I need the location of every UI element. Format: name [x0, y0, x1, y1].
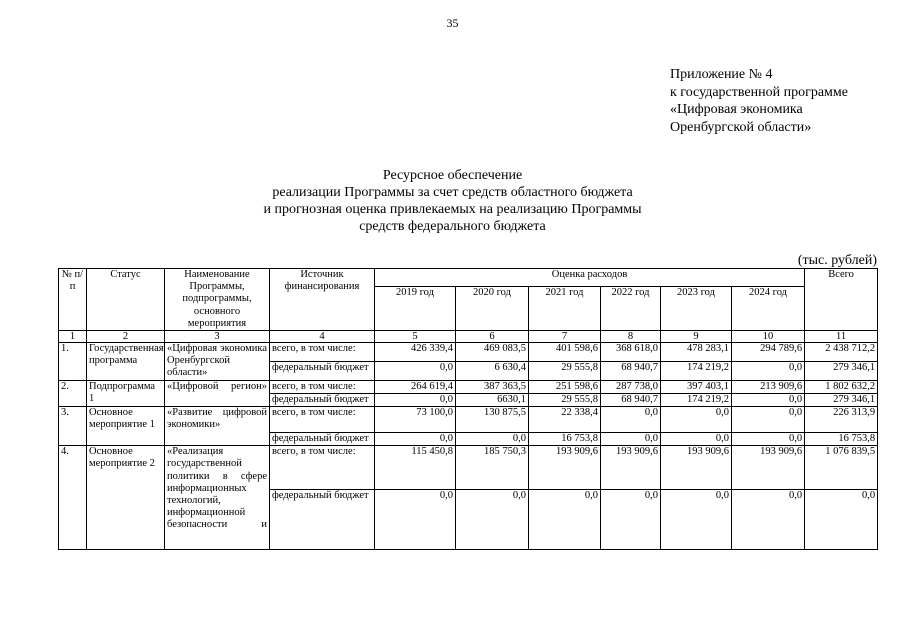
value-cell: 193 909,6 [661, 446, 732, 490]
row-status: Основное мероприятие 2 [87, 446, 165, 550]
appendix-note [670, 66, 848, 136]
row-source: всего, в том числе: [270, 343, 375, 362]
header-year: 2019 год [375, 287, 456, 331]
header-num: № п/п [59, 269, 87, 331]
header-status: Статус [87, 269, 165, 331]
value-cell: 397 403,1 [661, 380, 732, 393]
title-line: реализации Программы за счет средств областного бюджета [272, 185, 633, 200]
value-cell: 0,0 [529, 490, 601, 550]
appendix-line: Приложение № 4 [670, 67, 773, 82]
column-number: 3 [165, 331, 270, 343]
value-cell: 0,0 [375, 361, 456, 380]
table-row [59, 380, 878, 393]
value-cell: 130 875,5 [456, 407, 529, 433]
column-number: 1 [59, 331, 87, 343]
value-cell: 0,0 [732, 361, 805, 380]
total-cell: 2 438 712,2 [805, 343, 878, 362]
total-cell: 279 346,1 [805, 393, 878, 406]
value-cell: 287 738,0 [601, 380, 661, 393]
value-cell: 0,0 [661, 433, 732, 446]
value-cell: 185 750,3 [456, 446, 529, 490]
row-name: «Развитие цифровой экономики» [165, 407, 270, 446]
value-cell: 469 083,5 [456, 343, 529, 362]
budget-table [58, 268, 878, 550]
column-number: 6 [456, 331, 529, 343]
value-cell: 193 909,6 [732, 446, 805, 490]
value-cell: 401 598,6 [529, 343, 601, 362]
appendix-line: Оренбургской области» [670, 119, 812, 135]
row-status: Основное мероприятие 1 [87, 407, 165, 446]
value-cell: 6 630,4 [456, 361, 529, 380]
page-number: 35 [446, 16, 459, 30]
column-number: 8 [601, 331, 661, 343]
row-num: 3. [59, 407, 87, 446]
row-source: всего, в том числе: [270, 407, 375, 433]
total-cell: 16 753,8 [805, 433, 878, 446]
header-name: Наименование Программы, подпрограммы, основного мероприятия [165, 269, 270, 331]
column-number: 9 [661, 331, 732, 343]
column-number: 11 [805, 331, 878, 343]
header-year: 2023 год [661, 287, 732, 331]
table-row [59, 446, 878, 490]
value-cell: 0,0 [456, 490, 529, 550]
value-cell: 29 555,8 [529, 361, 601, 380]
value-cell: 16 753,8 [529, 433, 601, 446]
value-cell: 193 909,6 [601, 446, 661, 490]
row-status: Государственная программа [87, 343, 165, 381]
value-cell: 0,0 [375, 393, 456, 406]
table-row [59, 343, 878, 362]
value-cell: 368 618,0 [601, 343, 661, 362]
row-source: федеральный бюджет [270, 433, 375, 446]
value-cell: 6630,1 [456, 393, 529, 406]
column-numbers-row [59, 331, 878, 343]
header-year: 2021 год [529, 287, 601, 331]
value-cell: 0,0 [732, 393, 805, 406]
table-row [59, 407, 878, 433]
value-cell: 0,0 [661, 407, 732, 433]
header-year: 2024 год [732, 287, 805, 331]
value-cell: 0,0 [732, 433, 805, 446]
document-title [0, 167, 905, 235]
value-cell: 0,0 [601, 490, 661, 550]
column-number: 4 [270, 331, 375, 343]
total-cell: 226 313,9 [805, 407, 878, 433]
row-num: 1. [59, 343, 87, 381]
row-num: 4. [59, 446, 87, 550]
header-year: 2022 год [601, 287, 661, 331]
row-status: Подпрограмма 1 [87, 380, 165, 406]
value-cell: 193 909,6 [529, 446, 601, 490]
row-source: всего, в том числе: [270, 380, 375, 393]
value-cell: 251 598,6 [529, 380, 601, 393]
column-number: 10 [732, 331, 805, 343]
header-year: 2020 год [456, 287, 529, 331]
value-cell: 174 219,2 [661, 361, 732, 380]
value-cell: 0,0 [375, 433, 456, 446]
row-num: 2. [59, 380, 87, 406]
total-cell: 1 076 839,5 [805, 446, 878, 490]
value-cell: 294 789,6 [732, 343, 805, 362]
title-line: и прогнозная оценка привлекаемых на реализацию Программы [263, 202, 642, 217]
value-cell: 426 339,4 [375, 343, 456, 362]
value-cell: 68 940,7 [601, 393, 661, 406]
column-number: 7 [529, 331, 601, 343]
appendix-line: «Цифровая экономика [670, 102, 803, 117]
row-source: федеральный бюджет [270, 490, 375, 550]
column-number: 2 [87, 331, 165, 343]
title-line: Ресурсное обеспечение [382, 168, 523, 183]
value-cell: 264 619,4 [375, 380, 456, 393]
header-row [59, 269, 878, 287]
value-cell: 174 219,2 [661, 393, 732, 406]
row-source: федеральный бюджет [270, 393, 375, 406]
row-name: «Цифровой регион» [165, 380, 270, 406]
value-cell: 0,0 [375, 490, 456, 550]
value-cell: 0,0 [601, 407, 661, 433]
total-cell: 279 346,1 [805, 361, 878, 380]
value-cell: 73 100,0 [375, 407, 456, 433]
value-cell: 0,0 [661, 490, 732, 550]
row-name: «Реализация государственной политики в сфере информационных технологий, информационной безопасности и [165, 446, 270, 550]
header-source: Источник финансирования [270, 269, 375, 331]
value-cell: 68 940,7 [601, 361, 661, 380]
total-cell: 0,0 [805, 490, 878, 550]
value-cell: 0,0 [601, 433, 661, 446]
header-total: Всего [805, 269, 878, 331]
appendix-line: к государственной программе [670, 84, 848, 100]
header-estimate: Оценка расходов [375, 269, 805, 287]
value-cell: 478 283,1 [661, 343, 732, 362]
title-line: средств федерального бюджета [359, 219, 546, 234]
row-source: федеральный бюджет [270, 361, 375, 380]
row-name: «Цифровая экономика Оренбургской области» [165, 343, 270, 381]
row-source: всего, в том числе: [270, 446, 375, 490]
value-cell: 0,0 [456, 433, 529, 446]
value-cell: 0,0 [732, 490, 805, 550]
value-cell: 22 338,4 [529, 407, 601, 433]
unit-label: (тыс. рублей) [797, 253, 877, 268]
column-number: 5 [375, 331, 456, 343]
total-cell: 1 802 632,2 [805, 380, 878, 393]
value-cell: 115 450,8 [375, 446, 456, 490]
value-cell: 213 909,6 [732, 380, 805, 393]
value-cell: 387 363,5 [456, 380, 529, 393]
value-cell: 0,0 [732, 407, 805, 433]
value-cell: 29 555,8 [529, 393, 601, 406]
